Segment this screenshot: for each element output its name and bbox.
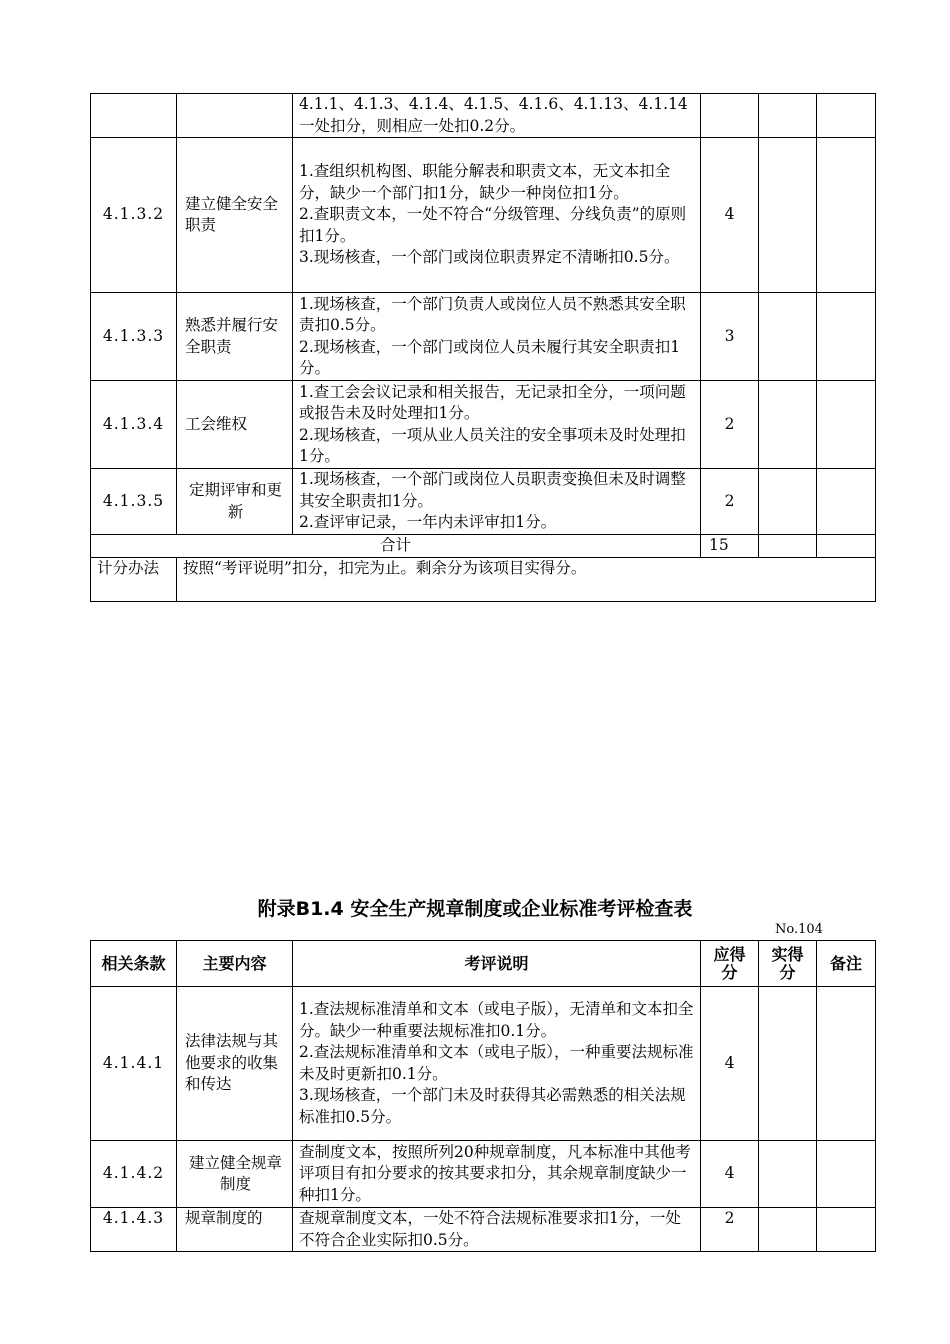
main-content: 建立健全安全职责 [177, 138, 293, 293]
main-content: 建立健全规章制度 [177, 1141, 293, 1208]
actual-score-cell [759, 1141, 817, 1208]
description-line: 查规章制度文本，一处不符合法规标准要求扣1分，一处不符合企业实际扣0.5分。 [299, 1209, 681, 1249]
total-row [91, 535, 876, 558]
total-label: 合计 [91, 535, 701, 558]
clause-code: 4.1.3.5 [91, 469, 177, 535]
due-score: 2 [701, 469, 759, 535]
description-line: 2.查职责文本，一处不符合“分级管理、分线负责”的原则扣1分。 [299, 205, 687, 245]
rules-assessment-table [90, 940, 876, 1252]
description-line: 查制度文本，按照所列20种规章制度，凡本标准中其他考评项目有扣分要求的按其要求扣分，其余规章制度缺少一种扣1分。 [299, 1142, 691, 1204]
description-line: 2.查评审记录，一年内未评审扣1分。 [299, 513, 557, 532]
remark-cell [817, 381, 876, 469]
table-row [91, 293, 876, 381]
clause-code: 4.1.4.3 [91, 1208, 177, 1252]
description-line: 2.现场核查，一项从业人员关注的安全事项未及时处理扣1分。 [299, 425, 686, 465]
main-content: 工会维权 [177, 381, 293, 469]
clause-code [91, 94, 177, 138]
actual-score-cell [759, 987, 817, 1141]
remark-cell [817, 1208, 876, 1252]
actual-score-cell [759, 94, 817, 138]
description-line: 4.1.1、4.1.3、4.1.4、4.1.5、4.1.6、4.1.13、4.1.14一处扣分，则相应一处扣0.2分。 [299, 95, 688, 135]
due-score: 4 [701, 987, 759, 1141]
table-row [91, 94, 876, 138]
clause-code: 4.1.3.2 [91, 138, 177, 293]
table-row [91, 469, 876, 535]
main-content: 法律法规与其他要求的收集和传达 [177, 987, 293, 1141]
assessment-description [293, 381, 701, 469]
clause-code: 4.1.4.1 [91, 987, 177, 1141]
assessment-description [293, 138, 701, 293]
total-score: 15 [701, 535, 759, 558]
description-line: 3.现场核查，一个部门未及时获得其必需熟悉的相关法规标准扣0.5分。 [299, 1086, 686, 1126]
description-line: 1.现场核查，一个部门或岗位人员职责变换但未及时调整其安全职责扣1分。 [299, 470, 686, 510]
table-row [91, 381, 876, 469]
remark-cell [817, 535, 876, 558]
main-content: 规章制度的 [177, 1208, 293, 1252]
actual-score-cell [759, 293, 817, 381]
table-row [91, 987, 876, 1141]
description-line: 1.现场核查，一个部门负责人或岗位人员不熟悉其安全职责扣0.5分。 [299, 294, 686, 334]
clause-code: 4.1.4.2 [91, 1141, 177, 1208]
assessment-description [293, 94, 701, 138]
actual-score-cell [759, 381, 817, 469]
description-line: 1.查工会会议记录和相关报告，无记录扣全分，一项问题或报告未及时处理扣1分。 [299, 382, 686, 422]
continued-assessment-table [90, 93, 876, 602]
remark-cell [817, 987, 876, 1141]
header-due-score: 应得分 [701, 941, 759, 987]
header-description: 考评说明 [293, 941, 701, 987]
assessment-description [293, 469, 701, 535]
assessment-description [293, 1208, 701, 1252]
table-row [91, 1208, 876, 1252]
actual-score-cell [759, 1208, 817, 1252]
due-score: 4 [701, 1141, 759, 1208]
table-number: No.104 [775, 922, 823, 937]
description-line: 1.查法规标准清单和文本（或电子版），无清单和文本扣全分。缺少一种重要法规标准扣0.1分。 [299, 1000, 694, 1040]
assessment-description [293, 293, 701, 381]
description-line: 2.查法规标准清单和文本（或电子版），一种重要法规标准未及时更新扣0.1分。 [299, 1043, 694, 1083]
header-main-content: 主要内容 [177, 941, 293, 987]
actual-score-cell [759, 535, 817, 558]
remark-cell [817, 1141, 876, 1208]
header-row [91, 941, 876, 987]
header-remark: 备注 [817, 941, 876, 987]
remark-cell [817, 138, 876, 293]
remark-cell [817, 293, 876, 381]
main-content: 熟悉并履行安全职责 [177, 293, 293, 381]
actual-score-cell [759, 138, 817, 293]
remark-cell [817, 469, 876, 535]
scoring-method-label: 计分办法 [91, 557, 177, 601]
header-actual-score: 实得分 [759, 941, 817, 987]
actual-score-cell [759, 469, 817, 535]
header-clause: 相关条款 [91, 941, 177, 987]
description-line: 3.现场核查，一个部门或岗位职责界定不清晰扣0.5分。 [299, 248, 680, 267]
due-score: 3 [701, 293, 759, 381]
due-score: 4 [701, 138, 759, 293]
main-content [177, 94, 293, 138]
due-score: 2 [701, 1208, 759, 1252]
clause-code: 4.1.3.4 [91, 381, 177, 469]
remark-cell [817, 94, 876, 138]
description-line: 1.查组织机构图、职能分解表和职责文本，无文本扣全分，缺少一个部门扣1分，缺少一种岗位扣1分。 [299, 162, 671, 202]
assessment-description [293, 1141, 701, 1208]
description-line: 2.现场核查，一个部门或岗位人员未履行其安全职责扣1分。 [299, 337, 681, 377]
table-row [91, 1141, 876, 1208]
clause-code: 4.1.3.3 [91, 293, 177, 381]
assessment-description [293, 987, 701, 1141]
appendix-title: 附录B1.4 安全生产规章制度或企业标准考评检查表 [257, 898, 693, 920]
scoring-method-row [91, 557, 876, 601]
main-content: 定期评审和更新 [177, 469, 293, 535]
scoring-method-text: 按照“考评说明”扣分，扣完为止。剩余分为该项目实得分。 [177, 557, 876, 601]
table-row [91, 138, 876, 293]
due-score [701, 94, 759, 138]
due-score: 2 [701, 381, 759, 469]
